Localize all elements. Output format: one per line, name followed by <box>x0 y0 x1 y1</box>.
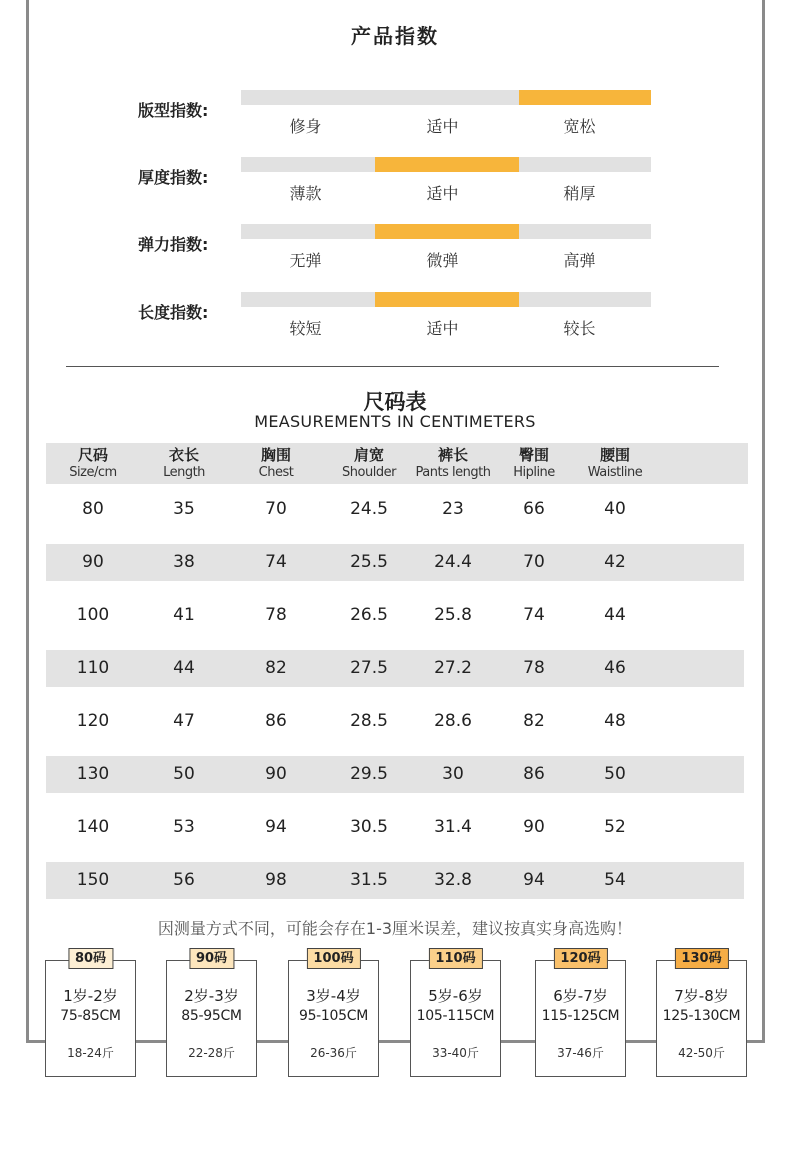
index-bar-segment <box>519 157 651 172</box>
weight-range: 18-24斤 <box>67 1046 114 1060</box>
column-header <box>231 446 321 482</box>
table-cell: 53 <box>173 817 195 837</box>
size-table-header <box>46 443 748 484</box>
table-cell: 27.2 <box>434 658 472 678</box>
size-chart-subtitle: MEASUREMENTS IN CENTIMETERS <box>254 412 536 431</box>
table-cell: 150 <box>76 870 110 890</box>
table-row <box>46 597 744 634</box>
table-cell: 110 <box>76 658 110 678</box>
index-bar <box>241 292 651 307</box>
table-cell: 25.5 <box>350 552 388 572</box>
table-cell: 94 <box>523 870 545 890</box>
column-header-cn: 肩宽 <box>353 446 384 464</box>
height-range: 115-125CM <box>541 1008 620 1024</box>
table-cell: 38 <box>173 552 195 572</box>
table-cell: 27.5 <box>350 658 388 678</box>
column-header <box>48 446 138 482</box>
column-header-en: Waistline <box>587 465 643 480</box>
index-option: 较短 <box>289 319 322 338</box>
index-row <box>0 292 790 352</box>
table-cell: 35 <box>173 499 195 519</box>
measurement-note: 因测量方式不同，可能会存在1-3厘米误差，建议按真实身高选购！ <box>157 919 633 938</box>
size-badge: 110码 <box>428 948 482 969</box>
table-row <box>46 809 744 846</box>
table-cell: 70 <box>265 499 287 519</box>
weight-range: 26-36斤 <box>310 1046 357 1060</box>
table-row <box>46 756 744 793</box>
index-option: 适中 <box>426 184 459 203</box>
index-bar-segment <box>241 224 375 239</box>
weight-range: 22-28斤 <box>188 1046 235 1060</box>
table-cell: 66 <box>523 499 545 519</box>
table-row <box>46 703 744 740</box>
index-bar <box>241 224 651 239</box>
column-header <box>324 446 414 482</box>
age-range: 1岁-2岁 <box>63 987 118 1005</box>
table-cell: 54 <box>604 870 626 890</box>
table-cell: 26.5 <box>350 605 388 625</box>
table-cell: 50 <box>604 764 626 784</box>
weight-range: 33-40斤 <box>432 1046 479 1060</box>
column-header-cn: 臀围 <box>518 446 549 464</box>
index-option: 适中 <box>426 117 459 136</box>
size-badge: 90码 <box>189 948 234 969</box>
index-row <box>0 90 790 150</box>
table-cell: 78 <box>265 605 287 625</box>
column-header-cn: 裤长 <box>437 446 468 464</box>
table-cell: 29.5 <box>350 764 388 784</box>
table-cell: 28.6 <box>434 711 472 731</box>
index-bar <box>241 90 651 105</box>
index-bar-segment <box>241 157 375 172</box>
column-header-cn: 衣长 <box>168 446 199 464</box>
column-header-en: Length <box>163 465 205 480</box>
index-option: 修身 <box>289 117 322 136</box>
product-index-title: 产品指数 <box>351 24 439 48</box>
size-guide-card <box>656 951 747 1077</box>
index-bar-segment <box>375 90 519 105</box>
index-bar-selected-segment <box>375 292 519 307</box>
index-option: 适中 <box>426 319 459 338</box>
height-range: 125-130CM <box>662 1008 741 1024</box>
table-cell: 24.4 <box>434 552 472 572</box>
index-label: 版型指数: <box>138 101 209 120</box>
index-option: 宽松 <box>563 117 596 136</box>
table-cell: 30.5 <box>350 817 388 837</box>
age-range: 3岁-4岁 <box>306 987 361 1005</box>
table-cell: 90 <box>82 552 104 572</box>
table-cell: 86 <box>265 711 287 731</box>
index-label: 厚度指数: <box>138 168 209 187</box>
age-range: 2岁-3岁 <box>184 987 239 1005</box>
index-option: 高弹 <box>563 251 596 270</box>
size-guide-card <box>410 951 501 1077</box>
index-bar-segment <box>241 90 375 105</box>
size-badge: 80码 <box>68 948 113 969</box>
size-guide-card <box>45 951 136 1077</box>
index-option: 微弹 <box>426 251 459 270</box>
size-chart-title: 尺码表 <box>363 390 427 414</box>
table-cell: 24.5 <box>350 499 388 519</box>
index-label: 长度指数: <box>138 303 209 322</box>
table-cell: 32.8 <box>434 870 472 890</box>
table-row <box>46 650 744 687</box>
weight-range: 37-46斤 <box>557 1046 604 1060</box>
height-range: 85-95CM <box>181 1008 242 1024</box>
table-cell: 30 <box>442 764 464 784</box>
table-cell: 42 <box>604 552 626 572</box>
index-option: 稍厚 <box>563 184 596 203</box>
table-cell: 90 <box>265 764 287 784</box>
column-header <box>489 446 579 482</box>
index-bar-segment <box>519 292 651 307</box>
index-bar <box>241 157 651 172</box>
table-cell: 31.5 <box>350 870 388 890</box>
table-cell: 31.4 <box>434 817 472 837</box>
index-option: 无弹 <box>289 251 322 270</box>
table-cell: 98 <box>265 870 287 890</box>
table-cell: 74 <box>523 605 545 625</box>
column-header <box>139 446 229 482</box>
table-cell: 44 <box>604 605 626 625</box>
column-header-en: Chest <box>258 465 294 480</box>
index-bar-segment <box>241 292 375 307</box>
table-cell: 100 <box>76 605 110 625</box>
index-bar-selected-segment <box>519 90 651 105</box>
table-cell: 47 <box>173 711 195 731</box>
column-header-en: Hipline <box>513 465 555 480</box>
table-cell: 56 <box>173 870 195 890</box>
table-cell: 130 <box>76 764 110 784</box>
index-bar-selected-segment <box>375 224 519 239</box>
column-header-cn: 腰围 <box>599 446 630 464</box>
weight-range: 42-50斤 <box>678 1046 725 1060</box>
table-cell: 140 <box>76 817 110 837</box>
age-range: 5岁-6岁 <box>428 987 483 1005</box>
column-header <box>570 446 660 482</box>
table-cell: 48 <box>604 711 626 731</box>
index-row <box>0 224 790 284</box>
column-header-en: Shoulder <box>342 465 396 480</box>
table-cell: 82 <box>523 711 545 731</box>
size-guide-card <box>535 951 626 1077</box>
table-cell: 52 <box>604 817 626 837</box>
table-cell: 120 <box>76 711 110 731</box>
table-cell: 78 <box>523 658 545 678</box>
table-cell: 94 <box>265 817 287 837</box>
table-cell: 44 <box>173 658 195 678</box>
table-row <box>46 544 744 581</box>
table-row <box>46 491 744 528</box>
column-header-en: Size/cm <box>69 465 117 480</box>
size-badge: 120码 <box>553 948 607 969</box>
index-bar-selected-segment <box>375 157 519 172</box>
index-option: 薄款 <box>289 184 322 203</box>
column-header <box>408 446 498 482</box>
table-cell: 28.5 <box>350 711 388 731</box>
index-row <box>0 157 790 217</box>
height-range: 95-105CM <box>298 1008 369 1024</box>
table-cell: 74 <box>265 552 287 572</box>
table-cell: 70 <box>523 552 545 572</box>
table-cell: 90 <box>523 817 545 837</box>
table-cell: 82 <box>265 658 287 678</box>
table-cell: 40 <box>604 499 626 519</box>
section-divider <box>66 366 719 367</box>
index-label: 弹力指数: <box>138 235 209 254</box>
size-badge: 130码 <box>674 948 728 969</box>
index-option: 较长 <box>563 319 596 338</box>
height-range: 105-115CM <box>416 1008 495 1024</box>
frame-bottom-border <box>26 1040 765 1043</box>
age-range: 7岁-8岁 <box>674 987 729 1005</box>
table-cell: 50 <box>173 764 195 784</box>
size-guide-card <box>288 951 379 1077</box>
table-cell: 80 <box>82 499 104 519</box>
index-bar-segment <box>519 224 651 239</box>
table-cell: 41 <box>173 605 195 625</box>
size-badge: 100码 <box>306 948 360 969</box>
table-cell: 25.8 <box>434 605 472 625</box>
column-header-en: Pants length <box>415 465 491 480</box>
table-cell: 86 <box>523 764 545 784</box>
height-range: 75-85CM <box>60 1008 121 1024</box>
table-cell: 46 <box>604 658 626 678</box>
column-header-cn: 胸围 <box>260 446 291 464</box>
size-guide-card <box>166 951 257 1077</box>
column-header-cn: 尺码 <box>77 446 108 464</box>
table-cell: 23 <box>442 499 464 519</box>
age-range: 6岁-7岁 <box>553 987 608 1005</box>
table-row <box>46 862 744 899</box>
